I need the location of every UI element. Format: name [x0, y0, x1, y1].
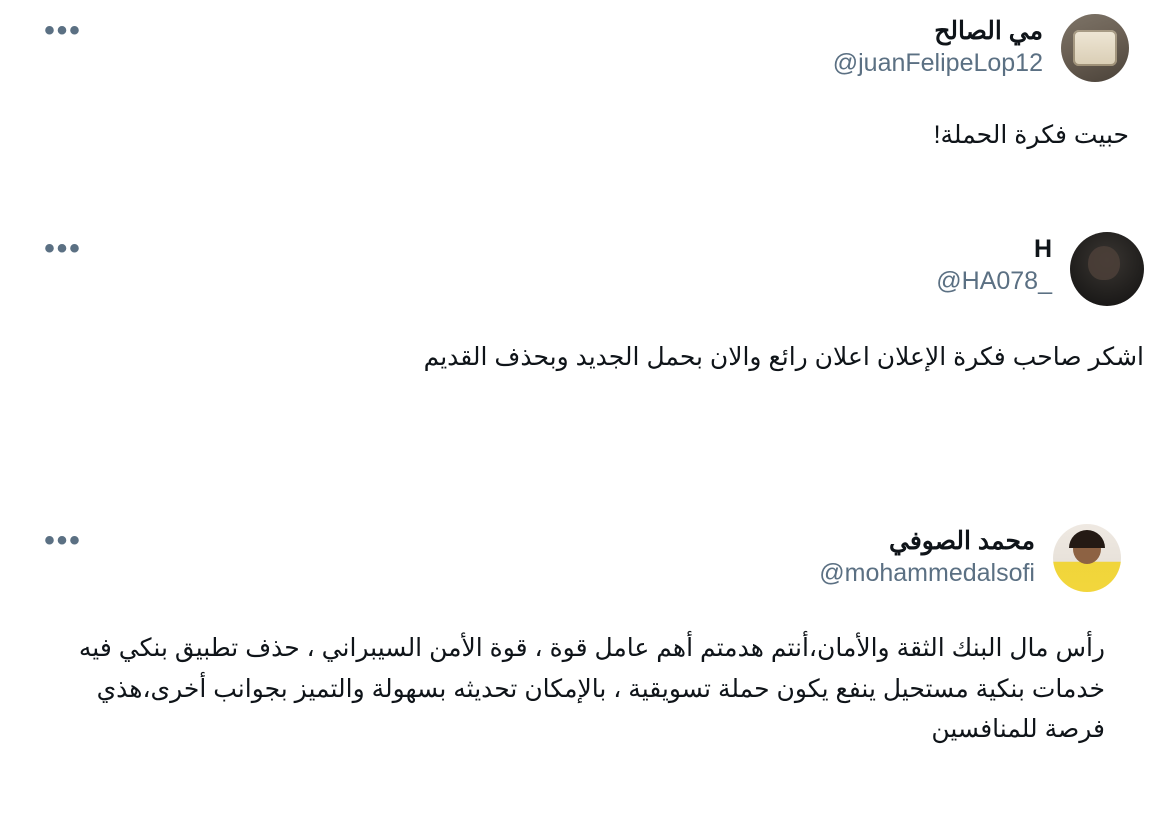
tweet-header	[39, 232, 1144, 306]
tweet-header	[39, 524, 1121, 592]
author-display-name[interactable]: مي الصالح	[934, 17, 1043, 45]
more-options-icon[interactable]	[39, 524, 87, 564]
avatar[interactable]	[1070, 232, 1144, 306]
more-options-label: •••	[44, 524, 82, 557]
author-display-name[interactable]: محمد الصوفي	[889, 527, 1035, 555]
more-options-label: •••	[44, 232, 82, 265]
tweet-text: رأس مال البنك الثقة والأمان،أنتم هدمتم أهم عامل قوة ، قوة الأمن السيبراني ، حذف تطبيق بنكي فيه خدمات بنكية مستحيل ينفع يكون حملة تسويقية ، بالإمكان تحديثه بسهولة والتميز بجوانب أخرى،هذي فرصة للمنافسين	[78, 634, 1105, 743]
author-handle[interactable]: @juanFelipeLop12	[832, 49, 1043, 78]
author-display-name[interactable]: H	[1033, 235, 1052, 263]
author-names	[819, 524, 1035, 590]
author-names	[936, 232, 1052, 298]
author-handle[interactable]: @HA078_	[936, 267, 1052, 296]
more-options-label: •••	[44, 14, 82, 47]
avatar[interactable]	[1061, 14, 1129, 82]
tweet-text: حبيت فكرة الحملة!	[933, 121, 1129, 149]
avatar[interactable]	[1053, 524, 1121, 592]
tweet-text: اشكر صاحب فكرة الإعلان اعلان رائع والان بحمل الجديد وبحذف القديم	[423, 343, 1144, 371]
tweet-item[interactable]	[39, 524, 1121, 750]
author-handle[interactable]: @mohammedalsofi	[819, 559, 1035, 588]
tweet-item[interactable]	[39, 14, 1129, 155]
tweet-item[interactable]	[39, 232, 1144, 377]
tweet-header	[39, 14, 1129, 82]
author-names	[833, 14, 1043, 80]
more-options-icon[interactable]	[39, 14, 87, 54]
more-options-icon[interactable]	[39, 232, 87, 272]
